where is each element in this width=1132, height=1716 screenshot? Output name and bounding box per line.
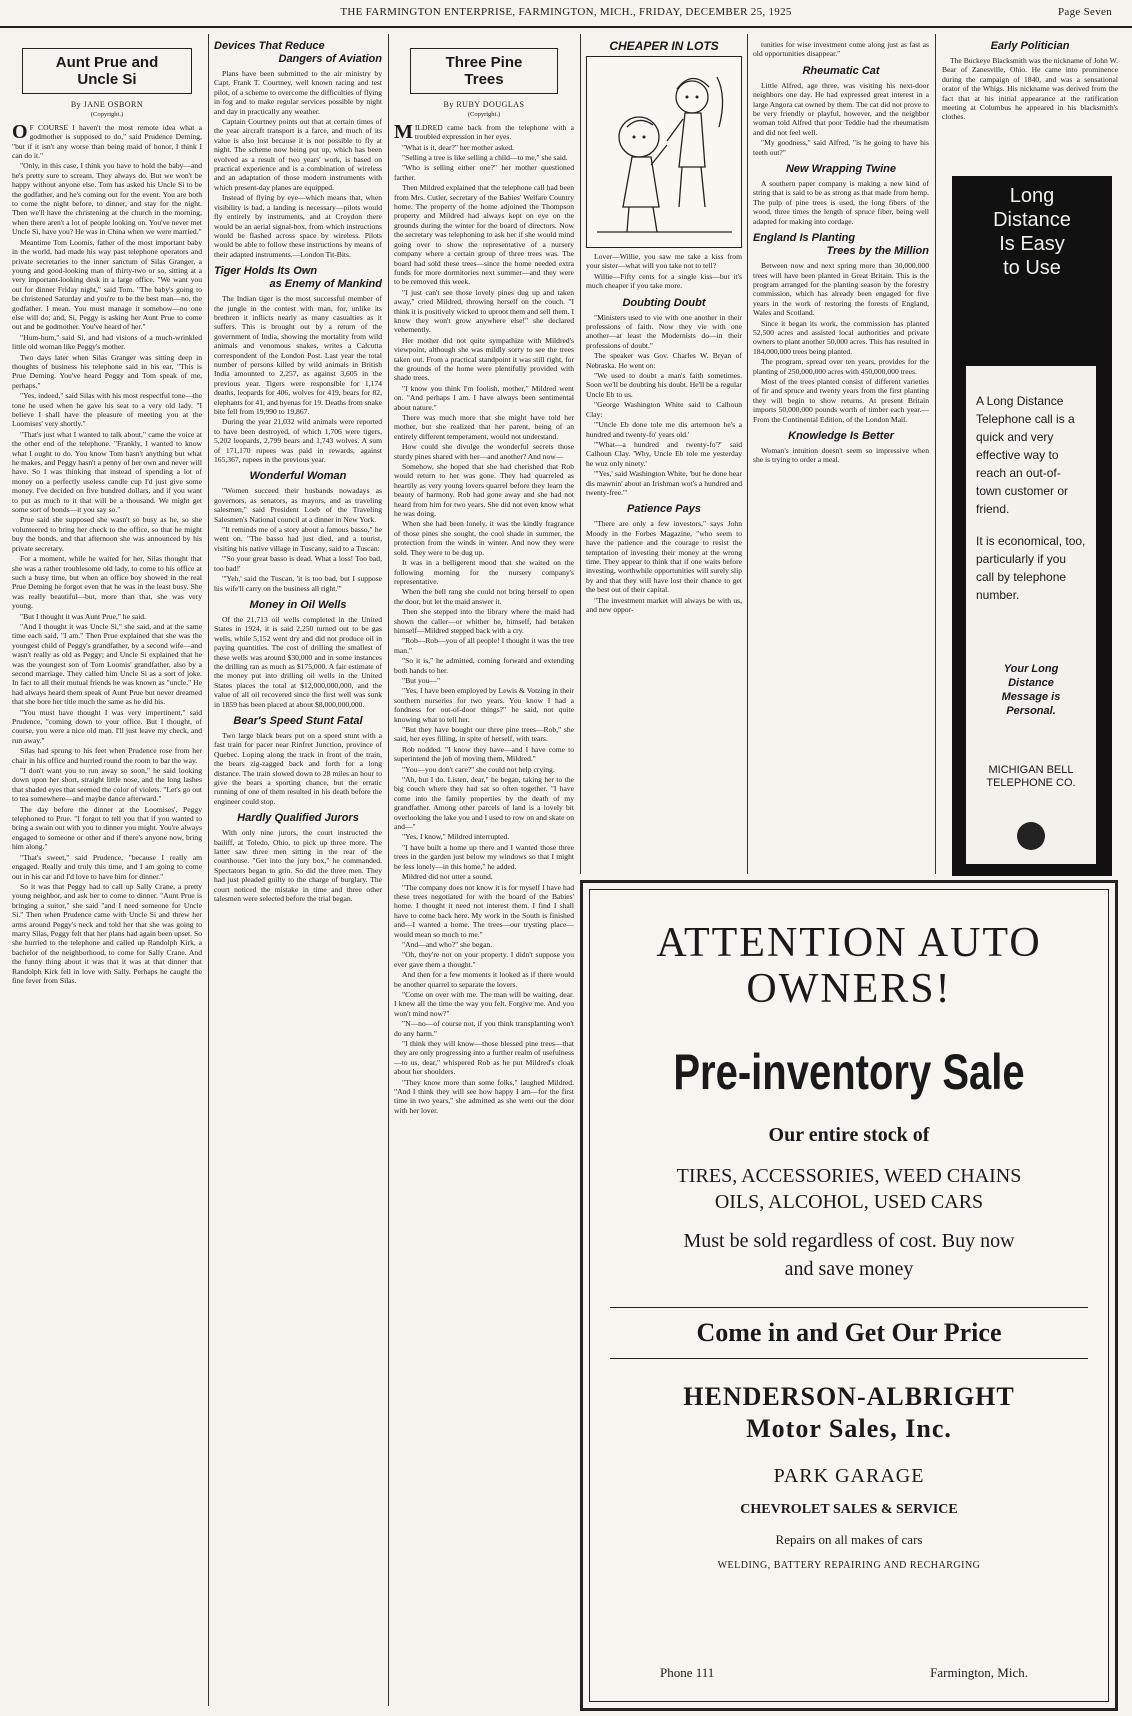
byline: By JANE OSBORN — [70, 100, 144, 109]
column-2 — [214, 40, 382, 1710]
headline-aviation: Devices That Reduce Dangers of Aviation — [214, 40, 382, 65]
paragraph: "Hum-hum," said Si, and had visions of a much-wrinkled little old woman like Peggy's mother. — [12, 332, 202, 352]
article-body — [753, 261, 929, 424]
ad-company: MICHIGAN BELL TELEPHONE CO. — [986, 764, 1076, 789]
paragraph: "Yes, indeed," said Silas with his most respectful tone—the tone he used when he gave his seat to a very old lady. "I believe I shall have the pleasure of meeting you at the Loomises' very shortly." — [12, 391, 202, 429]
byline: By RUBY DOUGLAS — [443, 100, 525, 109]
paragraph: "You must have thought I was very impertinent," said Prudence, "coming down to your office. But I thought, of course, you were a nice old man. I'll just leave my check, and run away." — [12, 707, 202, 745]
copyright: (Copyright.) — [467, 111, 501, 119]
article-body — [753, 81, 929, 157]
article-body — [214, 294, 382, 464]
ad-headline: Long Distance Is Easy to Use — [993, 185, 1071, 279]
ad-chevrolet: CHEVROLET SALES & SERVICE — [740, 1502, 958, 1517]
paragraph: "Ministers used to vie with one another in their professions of faith. Now they vie with one another—at least the Modernists do—in their professions of doubt." — [586, 312, 742, 350]
paragraph: "It reminds me of a story about a famous basso," he went on. "The basso had just died, and a tourist, visiting his native village in Tuscany, said to a Tuscan: — [214, 525, 382, 553]
headline-england-trees: England Is Planting Trees by the Million — [753, 232, 929, 258]
ad-body-panel — [966, 366, 1096, 864]
paragraph: Then she stepped into the library where the maid had shown the caller—or whither he, himself, had betaken himself—Mildred stepped back with a cry. — [394, 607, 574, 635]
paragraph: "Ah, but I do. Listen, dear," he began, taking her to the big couch where they had sat so often together. "I have come into the family properties by the death of my grandfather. Among other parcels of land is a lovely bit overlooking the lake you and I used to row on and skate on and—" — [394, 775, 574, 832]
cartoon-illustration — [586, 56, 742, 248]
bell-logo-icon — [1017, 822, 1045, 850]
paragraph: Instead of flying by eye—which means that, when visibility is bad, a landing is necessary—pilots would fly entirely by instruments, and at Croydon there would be an aerial signal-box, from which instructions would be flashed across space by wireless. Pilots would be able to follow these instructions by means of their adapted instruments.—London Tit-Bits. — [214, 193, 382, 259]
column-6 — [942, 40, 1118, 170]
article-body — [586, 313, 742, 498]
ad-must-sell: Must be sold regardless of cost. Buy now and save money — [683, 1230, 1015, 1280]
paragraph: "Yes, I know," Mildred interrupted. — [402, 832, 510, 842]
headline-knowledge: Knowledge Is Better — [788, 430, 894, 442]
paragraph: "There are only a few investors," says John Moody in the Forbes Magazine, "who seem to have the patience and the courage to resist the temptation of investing their money at the wrong time. They appear to think that if one waits before investing, worthwhile opportunities will surely slip by and that they will have lost their chance to get the best out of their capital. — [586, 519, 742, 595]
column-rule — [580, 34, 581, 874]
paragraph: "'Yes,' said Washington White, 'but he done hear dis mawnin' about an Irishman wot's a hundred and twenty-free.'" — [586, 469, 742, 497]
paragraph: "What is it, dear?" her mother asked. — [402, 142, 515, 152]
paragraph: Between now and next spring more than 30,000,000 trees will have been planted in Great Britain. This is the program arranged for the planting season by the forestry commission, which has already been engaged for five years in the work of restoring the forests of England, Wales and Scotland. — [753, 261, 929, 318]
story-title: Aunt Prue and — [55, 54, 159, 71]
paragraph: Of the 21,713 oil wells completed in the United States in 1924, it is said 2,250 turned out to be gas wells, while 5,152 went dry and did not produce oil in paying quantities. The cost of drilling the smallest of these wells was around $30,000 and in some instances the drilling ran as much as $175,000. A fair estimate of the money put into drilling oil wells in the United States places the total at $12,000,000,000, and the value of all oil recovered since the first well was sunk in 1859 has been placed at about $8,000,000,000. — [214, 614, 382, 709]
headline-bear: Bear's Speed Stunt Fatal — [233, 714, 363, 727]
paragraph: "But I thought it was Aunt Prue," he said. — [20, 611, 147, 621]
headline-tiger: Tiger Holds Its Own as Enemy of Mankind — [214, 265, 382, 291]
paragraph: The Indian tiger is the most successful member of the jungle in the contest with man, for, unlike its brethren it inflicts nearly as many casualties as it suffers. This is brought out by a return of the government of India, showing the mortality from wild animals and venomous snakes, writes a Calcutta correspondent of the London Post. Last year the total number of persons killed by wild animals in British India amounted to 2,257, as against 3,605 in the previous year. Tigers were responsible for 1,174 deaths, leopards for 406, wolves for 419, bears for 82, elephants for 41, and hyenas for 19. Deaths from snake bite fell from 19,990 to 19,867. — [214, 294, 382, 416]
paragraph: "Yes, I have been employed by Lewis & Votzing in their southern nurseries for two years. You know I had a fondness for out-of-door things?" he said, not quite knowing what to tell her. — [394, 686, 574, 724]
paragraph: "I know you think I'm foolish, mother," Mildred went on. "And perhaps I am. I have always been sentimental about nature." — [394, 383, 574, 412]
paragraph: "You—you don't care?" she could not help crying. — [402, 764, 555, 774]
paragraph: Prue said she supposed she wasn't so busy as he, so she volunteered to bring her check to the office, so that he might buy the bonds, and that afternoon she was announced by his private secretary. — [12, 515, 202, 553]
ad-body: A Long Distance Telephone call is a quick and very effective way to reach an out-of-town customer or friend. — [976, 394, 1075, 516]
paragraph: Then Mildred explained that the telephone call had been from Mrs. Cutler, secretary of the Babies' Welfare Country home. The property of the home adjoined the Thompson property and Mildred had always kept on eye on the grounds during the winter for the board of directors. Now the secretary was telephoning to ask her if she would mind going over to show the representative of a nursery company where a certain group of three trees was. The board had sold these trees—since the home needed extra funds for more dormitories next summer—and they were to be removed this week. — [394, 183, 574, 287]
headline-wonderful-woman: Wonderful Woman — [249, 470, 347, 483]
paragraph: "My goodness," said Alfred, "is he going to have his teeth out?" — [753, 138, 929, 157]
ad-body: It is economical, too, particularly if you call by telephone number. — [976, 534, 1086, 602]
paragraph: The day before the dinner at the Loomises', Peggy telephoned to Prue. "I forgot to tell you that if you wanted to bring a swain out with you to dinner you might. You're always engaged to someone or other and if there's anyone now, bring him along." — [12, 804, 202, 852]
paragraph: "Come on over with me. The man will be waiting, dear. I knew all the time the way you felt. Forgive me. And you won't mind now?" — [394, 989, 574, 1018]
paragraph: Two large black bears put on a speed stunt with a fast train for pacer near Rinfret Junction, province of Quebec. Loping along the track in front of the train, the bears zig-zagged back and forth for a long distance. The train slowed down to 28 miles an hour to give the bears a sporting chance, but the erratic running of one of them resulted in his death before the engineer could stop. — [214, 730, 382, 806]
masthead — [0, 0, 1132, 28]
paragraph: Plans have been submitted to the air ministry by Capt. Frank T. Courtney, well known racing and test pilot, of a scheme to overcome the difficulties of flying in fog and to make regular services possible by night and day in practically any weather. — [214, 69, 382, 116]
paragraph: Somehow, she hoped that she had cherished that Rob would return to her was gone. They had quarreled as heartily as very young lovers quarrel before they learn the beauty of harmony. Rob had gone away and she had not heard from him for two years. She did not even know what he was doing. — [394, 462, 574, 519]
ad-inner-border — [589, 889, 1109, 1702]
paragraph: The Buckeye Blacksmith was the nickname of John W. Bear of Zanesville, Ohio. He came into prominence during the campaign of 1840, and was a sensational orator of the Whigs. His nickname was derived from the fact that at his initial appearance at the ratification meeting at Columbus he appeared in his blacksmith's clothes. — [942, 56, 1118, 122]
paragraph-text: ILDRED came back from the telephone with a troubled expression in her eyes. — [414, 122, 574, 142]
ad-welding: WELDING, BATTERY REPAIRING AND RECHARGING — [717, 1560, 981, 1571]
page-number: Page Seven — [1057, 6, 1112, 18]
paragraph: "That's just what I wanted to talk about," came the voice at the other end of the telephone. "Frankly, I wanted to know what I ought to do. You know Tom hasn't anything but what he makes, and Peggy hasn't a penny of her own and never will have. So I was thinking that instead of spending a lot of money on a perfectly useless candle cup I'd just give some money. I've decided on five hundred dollars, and if you want to put as much to it that will be a thousand. We might get some sort of bonds—it you say so." — [12, 429, 202, 515]
article-body — [753, 446, 929, 465]
column-rule — [208, 34, 209, 1706]
ad-sale-title: Pre-inventory Sale — [673, 1044, 1025, 1100]
headline-doubting-doubt: Doubting Doubt — [622, 296, 706, 309]
article-body — [214, 486, 382, 592]
paragraph: Little Alfred, age three, was visiting his next-door neighbors one day. He had expressed great interest in a large Angora cat owned by them. The cat did not prove to be very friendly or playful, however, and the neighbor woman told Alfred that poor Teddie had the rheumatism and did not feel well. — [753, 80, 929, 137]
paragraph: "And—and who?" she began. — [402, 939, 493, 949]
paragraph: For a moment, while he waited for her, Silas thought that she was a rather troublesome old lady, to come to his office at such a busy time, but when an office boy showed in the real Prue Deming he forgot even that he was in the least busy. She was really beautiful—but, more than that, she was very young. — [12, 554, 202, 611]
paragraph: "Only, in this case, I think you have to hold the baby—and he's pretty sure to scream. They always do. But we won't be happy without anyone else. Tom has asked his Uncle Si to be the godfather, and he's coming out for the event. You are both to come the night before, to dinner, and stay for the night. Then we'll have the christening at the church in the morning, when there aren't a lot of people looking on. You've never met Uncle Si, have you? He was in China when we were married." — [12, 161, 202, 237]
story-title-box — [410, 48, 558, 94]
paragraph — [12, 120, 202, 161]
paragraph: A southern paper company is making a new kind of string that is said to be as strong as that made from hemp. The pulp of pine trees is used, the long fibers of the wood, three times the length of spruce fiber, being well adapted for making into cordage. — [753, 179, 929, 226]
paragraph: "I don't want you to run away so soon," he said looking down upon her short, straight little nose, and the long lashes that shaded eyes that seemed the color of violets. "Let's go out to tea somewhere—and maybe dance afterward." — [12, 766, 202, 804]
paragraph: "We used to doubt a man's faith sometimes. Soon we'll be doubting his doubt. He'll be a regular Uncle Eb to us. — [586, 371, 742, 399]
paragraph: So it was that Peggy had to call up Sally Crane, a pretty young neighbor, and ask her to come to dinner. "Aunt Prue is bringing a suitor," she said "and I need someone for Uncle Si." Then when Prudence came with Uncle Si and threw her arms around Peggy's neck and told her that she was going to marry Silas, Peggy felt that her plans had again been upset. So she hurried to the telephone and called up Randolph Kirk, a bachelor of the neighborhood, to come for Sally Crane. And the funny thing about it was that it was at that dinner that Randolph Kirk fell in love with Sally. Perhaps he caught the fine fever from Silas. — [12, 881, 202, 985]
paragraph: "So it is," he admitted, coming forward and extending both hands to her. — [394, 656, 574, 675]
story-body — [394, 120, 574, 1115]
ad-headline: ATTENTION AUTO OWNERS! — [656, 920, 1042, 1012]
column-4 — [586, 40, 742, 878]
cartoon-caption — [586, 252, 742, 291]
paragraph: It was in a belligerent mood that she waited on the following morning for the nursery company's representative. — [394, 558, 574, 586]
story-title: Uncle Si — [77, 71, 137, 88]
drop-cap: M — [394, 120, 413, 143]
paragraph: "I just can't see those lovely pines dug up and taken away," cried Mildred, throwing herself on the couch. "I think it is positively wicked to uproot them and sell them. I know they won't grow anywhere else!" she declared vehemently. — [394, 287, 574, 335]
paragraph: "Oh, they're not on your property. I didn't suppose you ever gave them a thought." — [394, 950, 574, 969]
paragraph: "'Uncle Eb done tole me dis arternoon he's a hundred and twenty-fo' years old.' — [586, 420, 742, 439]
headline-early-politician: Early Politician — [990, 40, 1070, 52]
cartoon-drawing — [587, 57, 741, 245]
paragraph: "The investment market will always be with us, and new oppor- — [586, 595, 742, 614]
paragraph: And then for a few moments it looked as if there would be another quarrel to separate the lovers. — [394, 970, 574, 989]
paragraph: "Rob—Rob—you of all people! I thought it was the tree man." — [394, 636, 574, 655]
column-rule — [935, 34, 936, 874]
paragraph: "Selling a tree is like selling a child—to me," she said. — [402, 153, 568, 163]
paragraph: Rob nodded. "I know they have—and I have come to superintend the job of moving them, Mildred." — [394, 744, 574, 764]
paragraph: "I think they will know—those blessed pine trees—that they are only progressing into a further realm of usefulness—to us, dear," whispered Rob as he put Mildred's cloak about her shoulders. — [394, 1039, 574, 1077]
paragraph: "The company does not know it is for myself I have had these trees negotiated for with the board of the Babies' home. I thought it need not interest them. I find I shall have to come back here. My work in the South is finished and—I wanted a home. The trees—our trysting place—would mean so much to me." — [394, 882, 574, 939]
column-5 — [753, 40, 929, 878]
masthead-title: THE FARMINGTON ENTERPRISE, FARMINGTON, MICH., FRIDAY, DECEMBER 25, 1925 — [340, 6, 792, 18]
ad-items: TIRES, ACCESSORIES, WEED CHAINS OILS, ALCOHOL, USED CARS — [676, 1165, 1022, 1213]
ad-subhead: Our entire stock of — [768, 1124, 930, 1146]
paragraph: "That's sweet," said Prudence, "because I really am engaged. Really and truly this time, and I am going to come out in his car and I'd love to have him for dinner." — [12, 852, 202, 881]
paragraph: When she had been lonely, it was the kindly fragrance of those pines she sought, the cool shade in summer, the protection from the winds in winter. And now they were sold. They were to be dug up. — [394, 519, 574, 557]
paragraph: Two days later when Silas Granger was sitting deep in thoughts of business his telephone said in his ear, "This is Prue Deming. You've heard Peggy and Tom speak of me, perhaps." — [12, 352, 202, 390]
paragraph: "But you—" — [402, 675, 441, 685]
article-body — [753, 40, 929, 59]
paragraph: "And I thought it was Uncle Si," she said, and at the same time each said, "I am." Then Prue explained that she was the youngest child of Peggy's grandfather, by a second wife—and wasn't really as old as Peggy; and Uncle Si explained that he was the youngest son of Tom Loomis' grandfather, also by a second marriage. They called him Uncle Si as a sort of joke. In fact to all their mutual friends he was known as "uncle." He had always heard them speak of Aunt Prue but never dreamed that she bore her title much the same as he did his. — [12, 621, 202, 707]
paragraph: Lover—Willie, you saw me take a kiss from your sister—what will you take not to tell? — [586, 252, 742, 271]
paragraph: Captain Courtney points out that at certain times of the year aircraft transport is a farce, and much of its value is also lost because it is not possible to fly at night. The scheme now being put up, which has been evolved as a result of two years' work, is based on practical experience and is a combination of wireless and an adaptation of those modern instruments with which present-day planes are equipped. — [214, 117, 382, 192]
paragraph: Since it began its work, the commission has planted 52,500 acres and assisted local authorities and private owners to plant another 50,000 acres. This has resulted in 184,000,000 trees being planted. — [753, 318, 929, 356]
article-body — [214, 828, 382, 903]
auto-sale-advertisement — [580, 880, 1118, 1711]
column-rule — [747, 34, 748, 874]
article-body — [214, 615, 382, 709]
paragraph: "They know more than some folks," laughed Mildred. "And I think they will see how happy I am—for the first time in two years," she admitted as she went out the door with her lover. — [394, 1077, 574, 1115]
story-aunt-prue — [12, 40, 202, 1710]
ad-cta: Come in and Get Our Price — [610, 1307, 1088, 1359]
paragraph: With only nine jurors, the court instructed the bailiff, at Toledo, Ohio, to pick up three more. The latter saw three men sitting in the rear of the courthouse. "Get into the jury box," he commanded. Spectators began to grin. So did the three men. They had just pleaded guilty to the charge of burglary. The court noticed the mistake in time and three other talesmen were selected before the trial began. — [214, 828, 382, 904]
paragraph-text: F COURSE I haven't the most remote idea what a godmother is supposed to do," said Prudence Deming, "but if it isn't any worse than being maid of honor, I think I can do it." — [12, 122, 202, 161]
column-rule — [388, 34, 389, 1706]
paragraph: The speaker was Gov. Charles W. Bryan of Nebraska. He went on: — [586, 351, 742, 370]
paragraph: "I have built a home up there and I wanted those three trees in the garden just below my windows so that I might be less lonely—in this home," he added. — [394, 842, 574, 871]
paragraph: "George Washington White said to Calhoun Clay: — [586, 400, 742, 419]
story-three-pine-trees — [394, 40, 574, 1710]
article-body — [942, 56, 1118, 122]
headline-wrapping-twine: New Wrapping Twine — [785, 163, 896, 176]
paragraph: When the bell rang she could not bring herself to open the door, but let the maid answer it. — [394, 587, 574, 606]
drop-cap: O — [12, 120, 28, 143]
paragraph: "Who is selling either one?" her mother questioned farther. — [394, 163, 574, 182]
article-body — [214, 69, 382, 259]
paragraph: Willie—Fifty cents for a single kiss—but it's much cheaper if you take more. — [586, 271, 742, 291]
paragraph: Her mother did not quite sympathize with Mildred's viewpoint, although she was mildly sorry to see the trees taken out. From a practical standpoint it was still right, for the grounds of the home were plentifully provided with shade trees. — [394, 335, 574, 383]
paragraph: "N—no—of course not, if you think transplanting won't do any harm." — [394, 1019, 574, 1038]
paragraph: "'What—a hundred and twenty-fo'?' said Calhoun Clay. 'Why, Uncle Eb tole me yesterday he wuz only ninety.' — [586, 439, 742, 468]
paragraph: "Women succeed their husbands nowadays as governors, as senators, as mayors, and as traveling salesmen," said President Loeb of the Traveling Salesmen's National council at a dinner in New York. — [214, 486, 382, 524]
paragraph: "'Yeh,' said the Tuscan, 'it is too bad, but I suppose his wife'll carry on the business all right.'" — [214, 574, 382, 593]
headline-rheumatic-cat: Rheumatic Cat — [802, 64, 880, 77]
copyright: (Copyright.) — [90, 111, 124, 119]
paragraph: "'So your great basso is dead. What a loss! Too bad, too bad!' — [214, 554, 382, 573]
paragraph: Most of the trees planted consist of different varieties of fir and spruce and twenty years from the first planting they will begin to show returns. At present Britain imports 50,000,000 pounds worth of timber each year.—From the Continental Edition, of the London Mail. — [753, 376, 929, 424]
ad-dealer: HENDERSON-ALBRIGHT Motor Sales, Inc. — [683, 1382, 1015, 1443]
story-body — [12, 120, 202, 986]
headline-cheaper-in-lots: CHEAPER IN LOTS — [609, 40, 719, 53]
headline-patience-pays: Patience Pays — [627, 503, 701, 516]
paragraph: "But they have bought our three pine trees—Rob," she said, her eyes filling, in spite of herself, with tears. — [394, 725, 574, 744]
paragraph — [394, 120, 574, 143]
paragraph: Meantime Tom Loomis, father of the most important baby in the world, had made his way past telephone operators and private secretaries to the inner sanctum of Silas Granger, a young and good-looking man of thirty-two or so, sitting at a very important-looking desk in a large office. "We want you out for dinner Friday night," said Tom. "The baby's going to be christened Saturday and you're to be the best man—no, the godfather. I mean. You must manage it somehow—no one else will do; and, Si, Peggy is asking her Aunt Prue to come out and be godmother. You've heard of her." — [12, 237, 202, 332]
paragraph: During the year 21,032 wild animals were reported to have been destroyed, of which 1,706 were tigers, 5,202 leopards, 2,799 bears and 1,743 wolves. A sum of 171,170 rupees was paid in rewards, against 165,367, rupees in the previous year. — [214, 417, 382, 465]
paragraph: The program, spread over ten years, provides for the planting of 250,000,000 acres with 450,000,000 trees. — [753, 357, 929, 376]
telephone-advertisement — [952, 176, 1112, 876]
ad-garage: PARK GARAGE — [773, 1465, 925, 1487]
paragraph: Mildred did not utter a sound. — [402, 872, 493, 882]
article-body — [586, 519, 742, 614]
ad-phone: Phone 111 — [660, 1665, 715, 1680]
ad-town: Farmington, Mich. — [930, 1665, 1028, 1680]
article-body — [214, 731, 382, 806]
story-title: Trees — [464, 71, 504, 88]
paragraph: Woman's intuition doesn't seem so impressive when she is trying to order a meal. — [753, 446, 929, 465]
story-title: Three Pine — [445, 54, 523, 71]
ad-tagline: Your Long Distance Message is Personal. — [1001, 663, 1061, 717]
paragraph: How could she divulge the wonderful secrets those sturdy pines shared with her—and another? And now— — [394, 442, 574, 461]
paragraph: tunities for wise investment come along just as fast as old opportunities disappear." — [753, 40, 929, 59]
ad-repairs: Repairs on all makes of cars — [775, 1532, 923, 1547]
article-body — [753, 179, 929, 226]
headline-jurors: Hardly Qualified Jurors — [237, 812, 359, 825]
paragraph: Silas had sprung to his feet when Prudence rose from her chair in his office and hurried round the room to bar the way. — [12, 746, 202, 765]
paragraph: There was much more that she might have told her mother, but she realized that her parent, being of an entirely different temperament, would not understand. — [394, 413, 574, 441]
headline-oil-wells: Money in Oil Wells — [249, 598, 347, 611]
story-title-box — [22, 48, 192, 94]
